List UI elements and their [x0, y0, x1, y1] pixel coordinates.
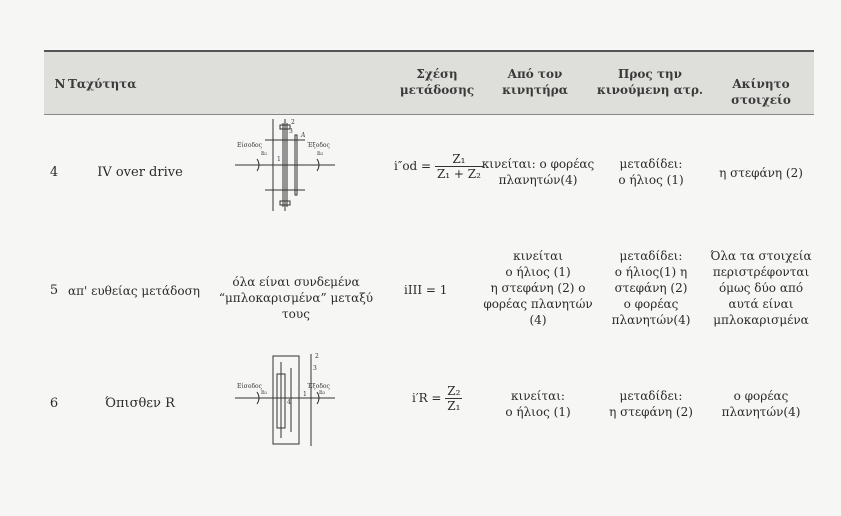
row-5-ratio: iIII = 1: [404, 283, 448, 297]
row-4-fixed: η στεφάνη (2): [719, 166, 803, 180]
row-5-to-driven: μεταδίδει: ο ήλιος(1) η στεφάνη (2) ο φορέας πλανητών(4): [611, 249, 691, 327]
row-4-ratio-num: Z₁: [435, 152, 483, 167]
row-4-gear-diagram: [225, 115, 345, 215]
row-4-n: 4: [49, 165, 59, 180]
row-6-output-label: Έξοδος: [307, 383, 330, 390]
header-fixed: Ακίνητο στοιχείο: [731, 77, 791, 107]
svg-text:1: 1: [303, 391, 307, 398]
row-6-speed: Όπισθεν R: [105, 396, 175, 411]
row-4-ratio-fraction: [435, 152, 483, 181]
header-to-driven-line1: Προς την: [618, 67, 682, 81]
row-6-ratio-den: Z₁: [447, 399, 461, 413]
row-6-from-engine: κινείται: ο ήλιος (1): [505, 389, 571, 419]
row-5-from-engine: κινείται ο ήλιος (1) η στεφάνη (2) ο φορέας πλανητών (4): [483, 249, 593, 327]
svg-text:n₂: n₂: [319, 389, 326, 396]
svg-text:4: 4: [287, 399, 291, 406]
row-6-ratio: [412, 384, 462, 413]
row-5-fixed: Όλα τα στοιχεία περιστρέφονται όμως δύο από αυτά είναι μπλοκαρισμένα: [710, 249, 812, 327]
header-to-driven-line2: κινούμενη ατρ.: [596, 83, 704, 97]
header-to-driven: [590, 66, 710, 98]
svg-text:2: 2: [291, 119, 295, 126]
header-ratio-line2: μετάδοσης: [399, 83, 475, 97]
row-6-input-label: Είσοδος: [237, 383, 263, 390]
row-6-fixed: ο φορέας πλανητών(4): [721, 389, 801, 419]
row-4-output-label: Έξοδος: [307, 142, 330, 149]
row-6-ratio-lhs: i′R =: [412, 391, 442, 405]
header-speed: Ταχύτητα: [68, 77, 137, 91]
row-4-ratio-lhs: i″od =: [394, 159, 432, 173]
header-ratio-line1: Σχέση: [416, 67, 458, 81]
header-n: N: [54, 77, 66, 91]
row-6-to-driven: μεταδίδει: η στεφάνη (2): [609, 389, 693, 419]
svg-text:n₁: n₁: [261, 150, 268, 157]
row-4-speed: IV over drive: [97, 165, 183, 180]
row-4-from-engine: κινείται: ο φορέας πλανητών(4): [481, 157, 595, 187]
svg-text:1: 1: [277, 156, 281, 163]
row-6-n: 6: [49, 396, 59, 411]
row-5-speed: απ' ευθείας μετάδοση: [68, 284, 200, 298]
row-4-to-driven: μεταδίδει: ο ήλιος (1): [618, 157, 684, 187]
row-4-ratio-den: Z₁ + Z₂: [436, 167, 481, 181]
header-ratio: [392, 66, 482, 98]
header-from-engine: [480, 66, 590, 98]
row-6-ratio-num: Z₂: [447, 384, 461, 398]
row-5-n: 5: [49, 283, 59, 298]
row-6-gear-diagram: [225, 350, 345, 450]
row-6-ratio-fraction: [445, 384, 462, 413]
svg-text:A: A: [301, 132, 306, 139]
row-5-note: όλα είναι συνδεμένα “μπλοκαρισμένα” μεταξύ τους: [218, 275, 374, 321]
svg-text:2: 2: [315, 353, 319, 360]
row-4-input-label: Είσοδος: [237, 142, 263, 149]
svg-text:3: 3: [289, 128, 293, 135]
svg-text:n₁: n₁: [261, 389, 268, 396]
svg-text:3: 3: [313, 365, 317, 372]
header-from-engine-line2: κινητήρα: [502, 83, 568, 97]
row-4-ratio: [394, 152, 483, 181]
svg-text:n₂: n₂: [317, 150, 324, 157]
header-from-engine-line1: Από τον: [507, 67, 563, 81]
table-header-rule: [44, 114, 814, 115]
